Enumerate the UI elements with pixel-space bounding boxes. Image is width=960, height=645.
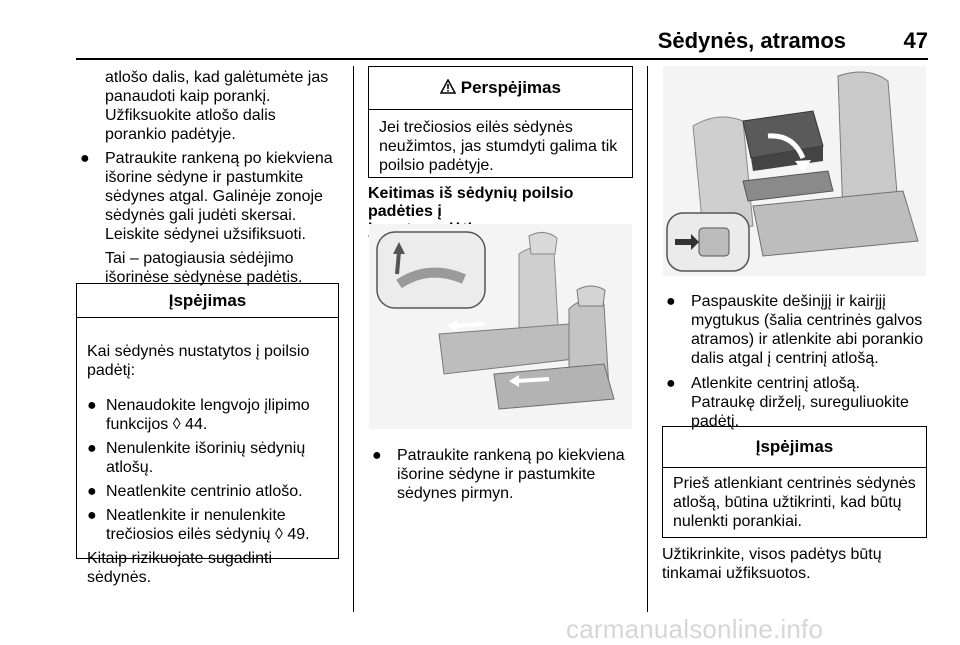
bullet-icon: ●: [87, 483, 97, 500]
text-line: Patraukite rankeną po kiekviena: [397, 447, 625, 464]
bullet-icon: ●: [666, 375, 676, 392]
watermark: carmanualsonline.info: [566, 614, 824, 644]
text-line: Nenaudokite lengvojo įlipimo: [106, 397, 310, 414]
bullet-icon: ●: [80, 150, 90, 167]
text-line: atramos) ir atlenkite abi porankio: [691, 331, 924, 348]
caution-title-row: [369, 67, 632, 110]
caution-title: Perspėjimas: [460, 78, 561, 97]
text-line: padėtį:: [87, 362, 136, 379]
text-line: trečiosios eilės sėdynių ◊ 49.: [106, 526, 310, 543]
column-2: [368, 446, 640, 503]
text-line: sėdynės.: [87, 569, 152, 586]
warning-body: [77, 318, 338, 587]
page-number: 47: [903, 28, 928, 53]
warning-title: Įspėjimas: [77, 284, 338, 318]
text-line: Patraukę dirželį, sureguliuokite: [691, 394, 909, 411]
armrest-illustration: [663, 66, 926, 276]
text-line: Kitaip rizikuojate sugadinti: [87, 550, 272, 567]
text-line: Keitimas iš sėdynių poilsio padėties į: [368, 185, 574, 220]
text-line: Tai – patogiausia sėdėjimo: [105, 250, 294, 267]
text-line: neužimtos, jas stumdyti galima tik: [379, 138, 618, 155]
col3-bullet-1: [662, 292, 930, 368]
closing-text: [662, 545, 930, 583]
text-line: Prieš atlenkiant centrinės sėdynės: [673, 475, 916, 492]
page-header: [76, 28, 928, 56]
text-line: Kai sėdynės nustatytos į poilsio: [87, 343, 310, 360]
text-line: Nenulenkite išorinių sėdynių: [106, 440, 306, 457]
col1-bullet-1: [76, 149, 341, 244]
text-line: dalis atgal į centrinį atlošą.: [691, 350, 879, 367]
text-line: Leiskite sėdynei užsifiksuoti.: [105, 226, 306, 243]
text-line: tinkamai užfiksuotos.: [662, 565, 811, 582]
bullet-icon: ●: [87, 397, 97, 414]
column-3: [662, 292, 930, 431]
warning-triangle-icon: [440, 78, 461, 97]
page-title: Sėdynės, atramos: [657, 28, 846, 53]
seat-slide-illustration: [369, 224, 632, 429]
text-line: nulenkti porankiai.: [673, 513, 802, 530]
text-line: poilsio padėtyje.: [379, 157, 494, 174]
text-line: Užtikrinkite, visos padėtys būtų: [662, 546, 882, 563]
text-line: sėdynės gali judėti skersai.: [105, 207, 297, 224]
bullet-icon: ●: [372, 447, 382, 464]
text-line: padėtį.: [691, 413, 740, 430]
bullet-icon: ●: [87, 507, 97, 524]
col1-paragraph-1: [76, 68, 341, 144]
col2-bullet: [368, 446, 640, 503]
text-line: funkcijos ◊ 44.: [106, 416, 208, 433]
text-line: Patraukite rankeną po kiekviena: [105, 150, 333, 167]
col3-closing-paragraph: [662, 545, 930, 583]
caution-box: [368, 66, 633, 178]
text-line: Paspauskite dešinįjį ir kairįjį: [691, 293, 886, 310]
bullet-icon: ●: [87, 440, 97, 457]
warning-box-2: [662, 426, 927, 538]
text-line: Atlenkite centrinį atlošą.: [691, 375, 860, 392]
col3-bullet-2: [662, 374, 930, 431]
text-line: išorine sėdyne ir pastumkite: [397, 466, 596, 483]
text-line: atlošų.: [106, 459, 154, 476]
text-line: Neatlenkite ir nenulenkite: [106, 507, 286, 524]
warning-bullet: [87, 396, 328, 434]
warning-title: Įspėjimas: [663, 427, 926, 468]
text-line: porankio padėtyje.: [105, 126, 236, 143]
header-divider: [76, 58, 928, 60]
text-line: išorinėse sėdynėse padėtis.: [105, 269, 303, 286]
text-line: atlošą, būtina užtikrinti, kad būtų: [673, 494, 902, 511]
column-divider-2: [647, 66, 648, 612]
warning-intro: [87, 342, 328, 380]
text-line: panaudoti kaip porankį.: [105, 88, 271, 105]
col1-paragraph-2: [76, 249, 341, 287]
text-line: Jei trečiosios eilės sėdynės: [379, 119, 573, 136]
warning-body: [663, 468, 926, 531]
warning-outro: [87, 549, 328, 587]
column-divider-1: [353, 66, 354, 612]
text-line: išorine sėdyne ir pastumkite: [105, 169, 304, 186]
bullet-icon: ●: [666, 293, 676, 310]
text-line: mygtukus (šalia centrinės galvos: [691, 312, 923, 329]
column-1: [76, 68, 341, 287]
text-line: sėdynes atgal. Galinėje zonoje: [105, 188, 323, 205]
warning-box-1: [76, 283, 339, 586]
warning-bullet: [87, 506, 328, 544]
text-line: atlošo dalis, kad galėtumėte jas: [105, 69, 329, 86]
text-line: Užfiksuokite atlošo dalis: [105, 107, 276, 124]
warning-bullet: [87, 482, 328, 501]
warning-bullet: [87, 439, 328, 477]
text-line: Neatlenkite centrinio atlošo.: [106, 483, 303, 500]
text-line: sėdynes pirmyn.: [397, 485, 514, 502]
caution-body: [369, 110, 632, 175]
